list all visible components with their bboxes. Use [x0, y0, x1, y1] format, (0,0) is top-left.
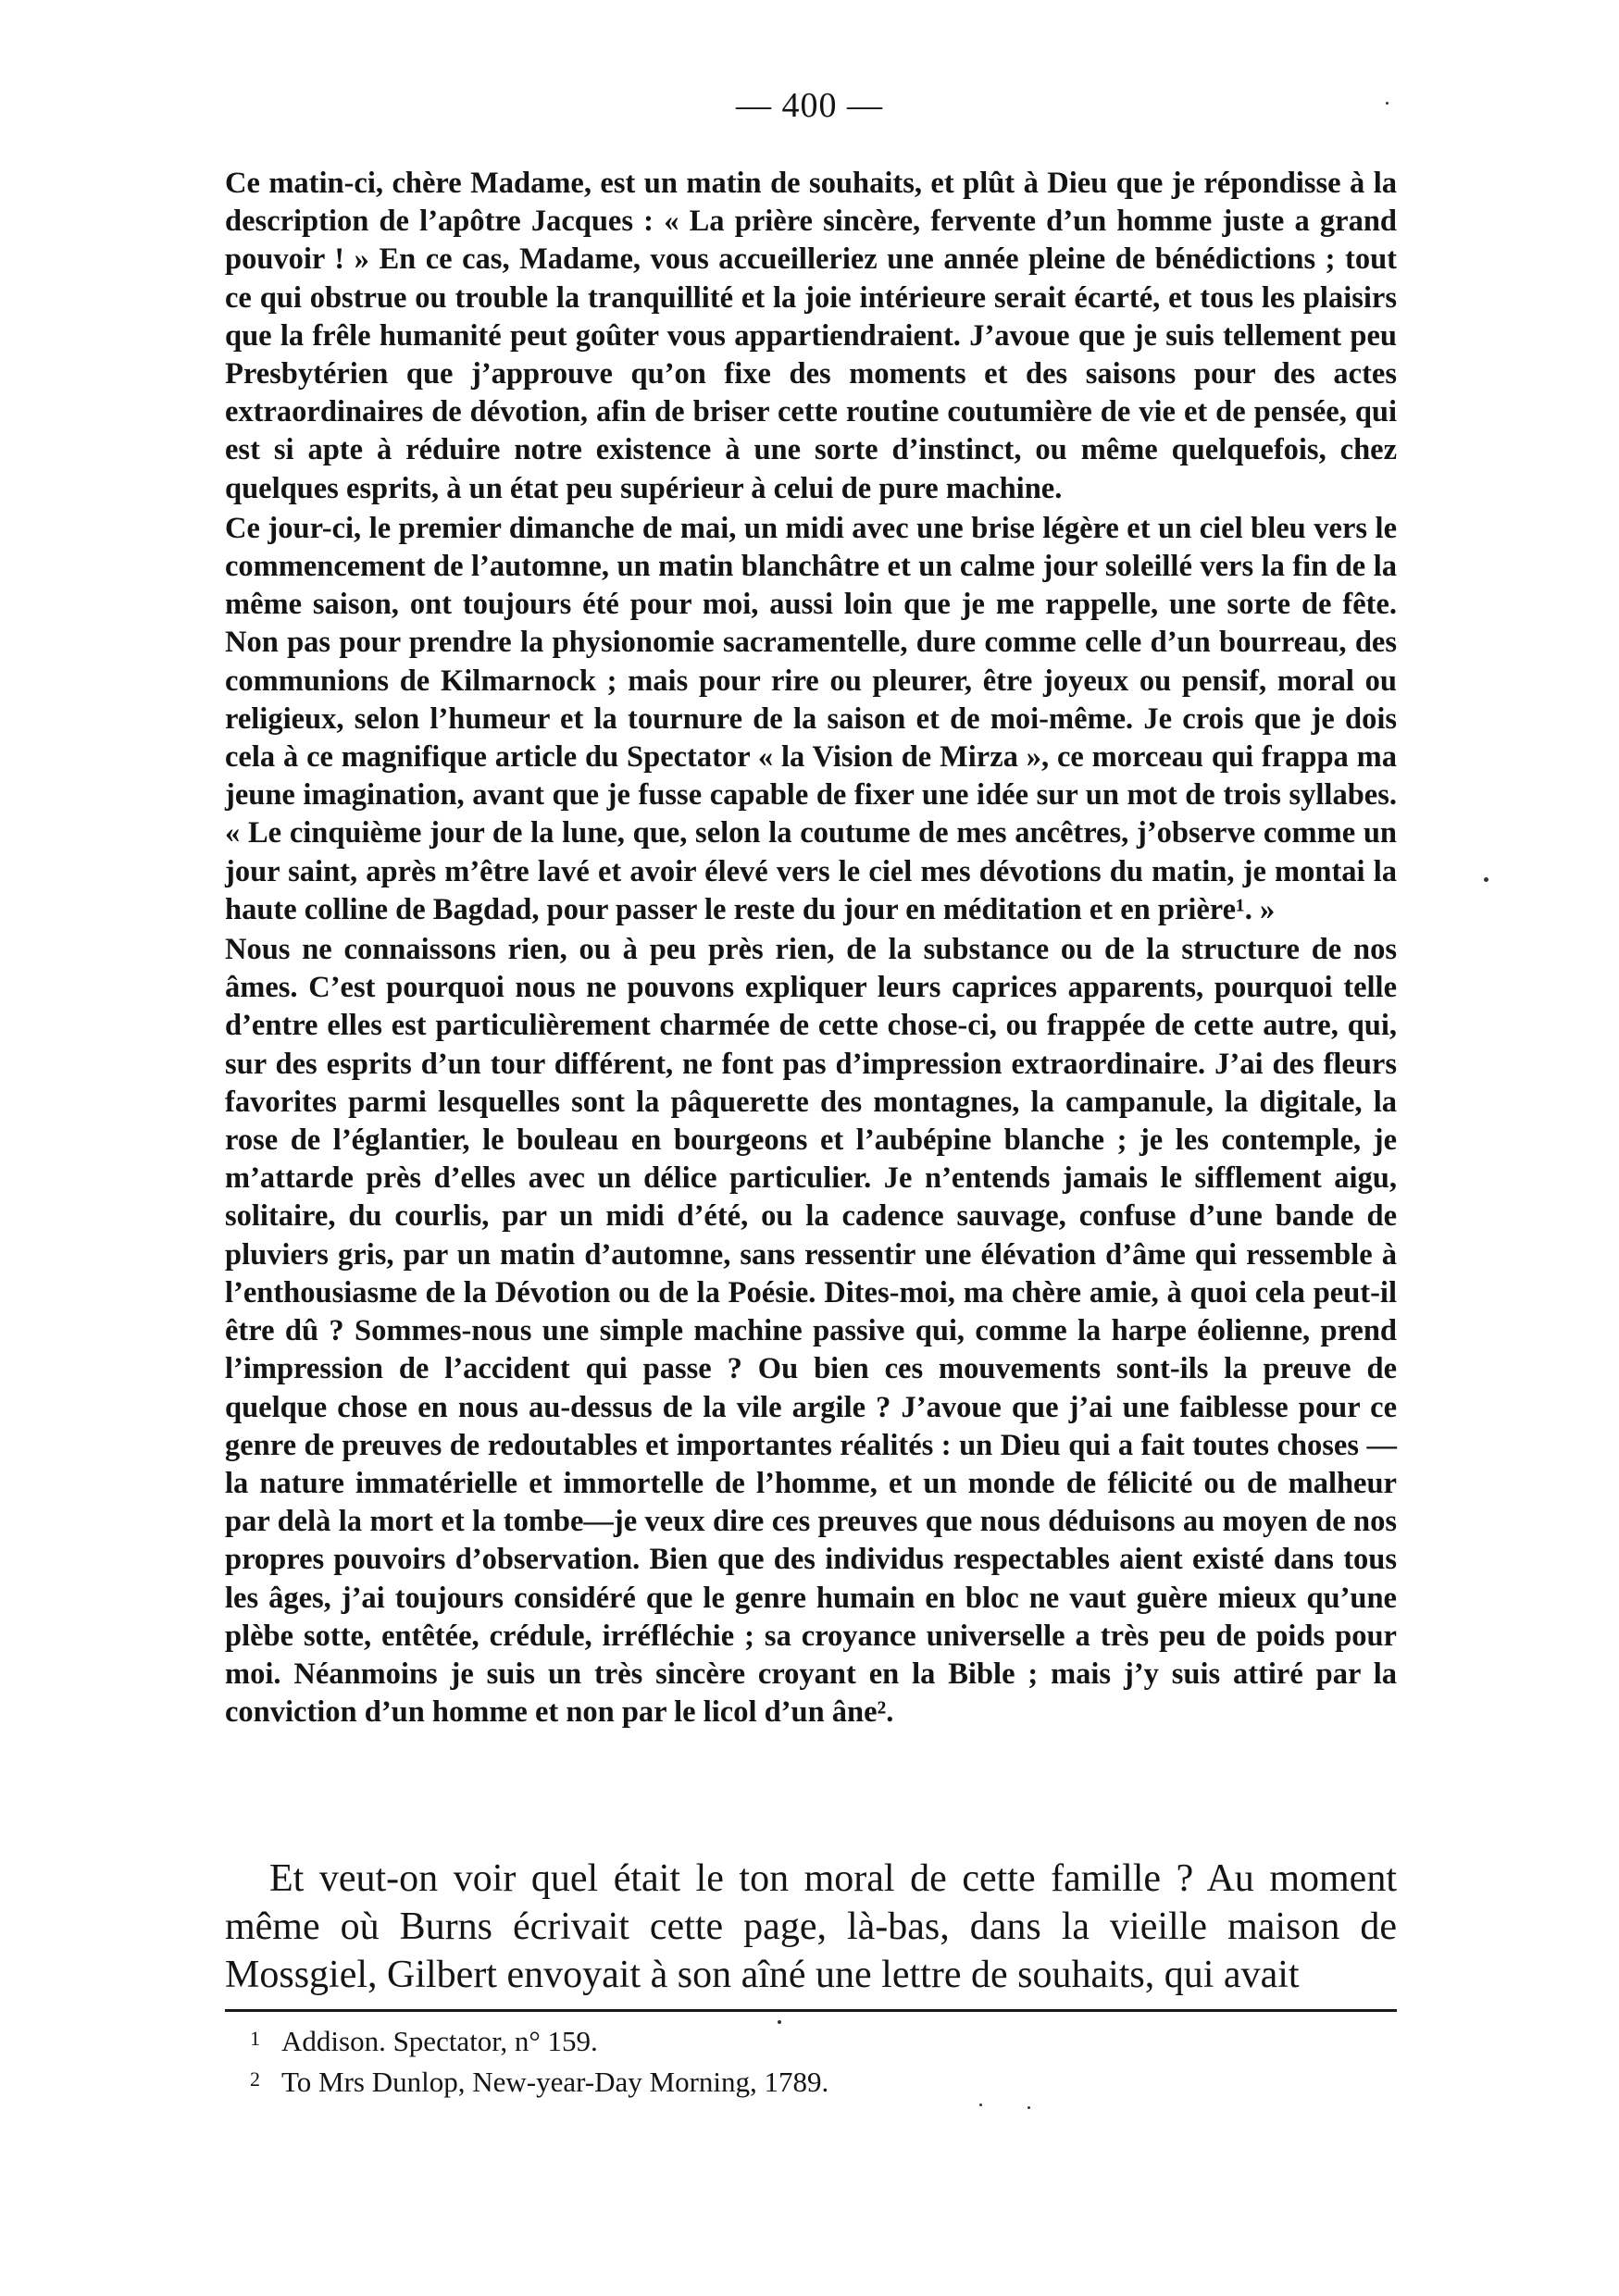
footnote-text: Addison. Spectator, n° 159.: [281, 2025, 598, 2057]
page-number: — 400 —: [736, 86, 883, 125]
letter-paragraph-3: Nous ne connaissons rien, ou à peu près rien, de la substance ou de la structure de nos âmes. C’est pourquoi nous ne pouvons expliquer leurs caprices apparents, pourquoi telle d’entre elles est particulièrement charmée de cette chose-ci, ou frappée de cette autre, qui, sur des esprits d’un tour différent, ne font pas d’impression extraordinaire. J’ai des fleurs favorites parmi lesquelles sont la pâquerette des montagnes, la campanule, la digitale, la rose de l’églantier, le bouleau en bourgeons et l’aubépine blanche ; je les contemple, je m’attarde près d’elles avec un délice particulier. Je n’entends jamais le sifflement aigu, solitaire, du courlis, par un midi d’été, ou la cadence sauvage, confuse d’une bande de pluviers gris, par un matin d’automne, sans ressentir une élévation d’âme qui ressemble à l’enthousiasme de la Dévotion ou de la Poésie. Dites-moi, ma chère amie, à quoi cela peut-il être dû ? Sommes-nous une simple machine passive qui, comme la harpe éolienne, prend l’impression de l’accident qui passe ? Ou bien ces mouvements sont-ils la preuve de quelque chose en nous au-dessus de la vile argile ? J’avoue que j’ai une faiblesse pour ce genre de preuves de redoutables et importantes réalités : un Dieu qui a fait toutes choses — la nature immatérielle et immortelle de l’homme, et un monde de félicité ou de malheur par delà la mort et la tombe—je veux dire ces preuves que nous déduisons au moyen de nos propres pouvoirs d’observation. Bien que des individus respectables aient existé dans tous les âges, j’ai toujours considéré que le genre humain en bloc ne vaut guère mieux qu’une plèbe sotte, entêtée, crédule, irréfléchie ; sa croyance universelle a très peu de poids pour moi. Néanmoins je suis un très sincère croyant en la Bible ; mais j’y suis attiré par la conviction d’un homme et non par le licol d’un âne².: [225, 933, 1397, 1730]
print-speck: [979, 2104, 982, 2106]
footnote-number: 1: [250, 2027, 260, 2050]
footnote-text: To Mrs Dunlop, New-year-Day Morning, 1789.: [281, 2066, 829, 2098]
footnote-rule: [225, 2009, 1397, 2012]
footnote-number: 2: [250, 2067, 260, 2091]
footnote-1: [250, 2019, 1361, 2060]
main-text: [225, 1855, 1397, 1999]
letter-paragraph-1: Ce matin-ci, chère Madame, est un matin de souhaits, et plût à Dieu que je répondisse à la description de l’apôtre Jacques : « La prière sincère, fervente d’un homme juste a grand pouvoir ! » En ce cas, Madame, vous accueilleriez une année pleine de bénédictions ; tout ce qui obstrue ou trouble la tranquillité et la joie intérieure serait écarté, et tous les plaisirs que la frêle humanité peut goûter vous appartiendraient. J’avoue que je suis tellement peu Presbytérien que j’approuve qu’on fixe des moments et des saisons pour des actes extraordinaires de dévotion, afin de briser cette routine coutumière de vie et de pensée, qui est si apte à réduire notre existence à une sorte d’instinct, ou même quelquefois, chez quelques esprits, à un état peu supérieur à celui de pure machine.: [225, 167, 1397, 505]
print-speck: [778, 2020, 781, 2024]
print-speck: [1386, 102, 1389, 105]
quoted-letter: [225, 165, 1397, 1731]
letter-paragraph-2: Ce jour-ci, le premier dimanche de mai, un midi avec une brise légère et un ciel bleu vers le commencement de l’automne, un matin blanchâtre et un calme jour soleillé vers la fin de la même saison, ont toujours été pour moi, aussi loin que je me rappelle, une sorte de fête. Non pas pour prendre la physionomie sacramentelle, dure comme celle d’un bourreau, des communions de Kilmarnock ; mais pour rire ou pleurer, être joyeux ou pensif, moral ou religieux, selon l’humeur et la tournure de la saison et de moi-même. Je crois que je dois cela à ce magnifique article du Spectator « la Vision de Mirza », ce morceau qui frappa ma jeune imagination, avant que je fusse capable de fixer une idée sur un mot de trois syllabes. « Le cinquième jour de la lune, que, selon la coutume de mes ancêtres, j’observe comme un jour saint, après m’être lavé et avoir élevé vers le ciel mes dévotions du matin, je montai la haute colline de Bagdad, pour passer le reste du jour en méditation et en prière¹. »: [225, 511, 1397, 926]
footnote-2: [250, 2060, 1361, 2101]
print-speck: [1484, 877, 1488, 882]
print-speck: [1027, 2106, 1030, 2109]
footnotes: [250, 2019, 1361, 2101]
body-paragraph: Et veut-on voir quel était le ton moral de cette famille ? Au moment même où Burns écrivait cette page, là-bas, dans la vieille maison de Mossgiel, Gilbert envoyait à son aîné une lettre de souhaits, qui avait: [225, 1857, 1397, 1996]
